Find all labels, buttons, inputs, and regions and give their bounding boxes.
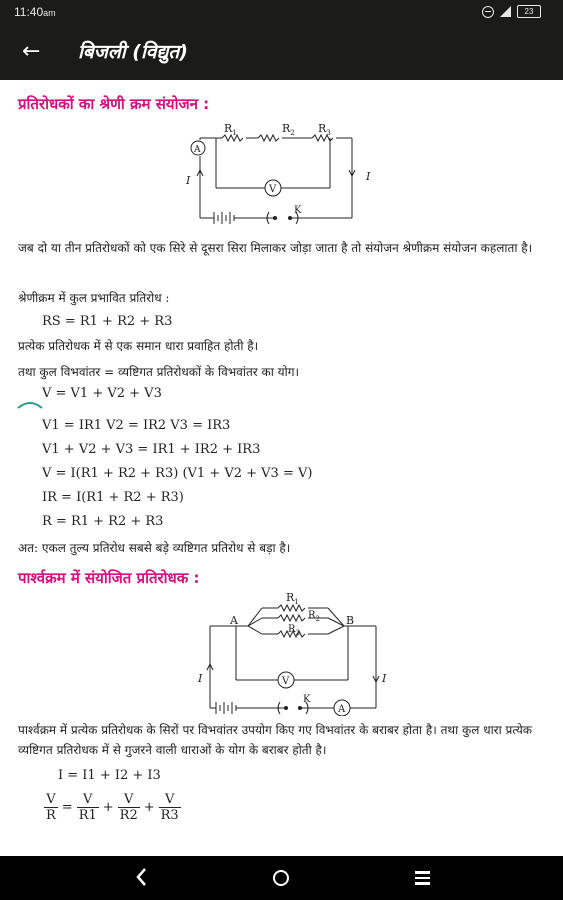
navigation-bar xyxy=(0,856,563,900)
status-time: 11:40am xyxy=(14,5,56,19)
series-conclusion: अत: एकल तुल्य प्रतिरोध सबसे बड़े व्यष्टिगत प्रतिरोध से बड़ा है। xyxy=(18,541,291,555)
series-key-label: K xyxy=(294,205,302,216)
series-intro: जब दो या तीन प्रतिरोधकों को एक सिरे से दूसरा सिरा मिलाकर जोड़ा जाता है तो संयोजन श्रेणीक्रम संयोजन कहलाता है। xyxy=(18,241,533,255)
content-area[interactable] xyxy=(0,80,563,856)
eq-4: IR = I(R1 + R2 + R3) xyxy=(42,490,184,505)
page-title: बिजली (विद्युत) xyxy=(78,41,188,63)
app-bar xyxy=(0,24,563,80)
parallel-current-left: I xyxy=(198,672,203,685)
series-pd-text: तथा कुल विभवांतर = व्यष्टिगत प्रतिरोधकों के विभवांतर का योग। xyxy=(18,365,300,379)
eq-3: V = I(R1 + R2 + R3) (V1 + V2 + V3 = V) xyxy=(42,466,313,481)
eq-fraction: $\frac{V}{R}$ = $\frac{V}{R1}$ + $\frac{V}{R2}$ + $\frac{V}{R3}$ xyxy=(46,792,179,823)
battery-icon: 23 xyxy=(517,5,541,18)
series-voltmeter-label: V xyxy=(269,184,277,195)
parallel-voltmeter-label: V xyxy=(282,676,290,687)
nav-home-icon[interactable] xyxy=(273,870,289,886)
arrow-left-icon[interactable]: ← xyxy=(22,39,41,64)
series-heading: प्रतिरोधकों का श्रेणी क्रम संयोजन : xyxy=(18,95,210,113)
dnd-icon xyxy=(482,6,494,18)
nav-back-icon[interactable] xyxy=(132,866,152,888)
series-r2-label: $R_2$ xyxy=(282,122,295,137)
status-bar xyxy=(0,0,563,24)
parallel-text: पार्श्वक्रम में प्रत्येक प्रतिरोधक के सिरों पर विभवांतर उपयोग किए गए विभवांतर के बराबर होता है। तथा कुल धारा प्रत्येक व्यष्टिगत प्रतिरोधक में से गुजरने वाली धाराओं के योग के बराबर होती है। xyxy=(18,723,532,757)
nav-menu-icon[interactable] xyxy=(415,871,430,888)
series-total-label: श्रेणीक्रम में कुल प्रभावित प्रतिरोध : xyxy=(18,291,170,305)
series-same-current: प्रत्येक प्रतिरोधक में से एक समान धारा प्रवाहित होती है। xyxy=(18,339,259,353)
parallel-current-right: I xyxy=(382,672,387,685)
parallel-heading: पार्श्वक्रम में संयोजित प्रतिरोधक : xyxy=(18,569,200,587)
parallel-ammeter-label: A xyxy=(338,704,346,715)
eq-i: I = I1 + I2 + I3 xyxy=(58,768,161,783)
parallel-r2-label: $R_2$ xyxy=(308,610,320,623)
series-circuit-diagram xyxy=(180,118,380,226)
eq-2: V1 + V2 + V3 = IR1 + IR2 + IR3 xyxy=(42,442,261,457)
parallel-node-a: A xyxy=(230,614,238,627)
parallel-node-b: B xyxy=(346,614,355,627)
series-r1-label: $R_1$ xyxy=(224,122,237,137)
parallel-r3-label: $R_3$ xyxy=(288,624,300,637)
series-current-right: I xyxy=(366,170,371,183)
eq-5: R = R1 + R2 + R3 xyxy=(42,514,164,529)
series-ammeter-label: A xyxy=(194,145,201,155)
eq-v: V = V1 + V2 + V3 xyxy=(42,386,162,401)
signal-icon xyxy=(500,6,511,17)
parallel-key-label: K xyxy=(303,694,311,705)
series-current-left: I xyxy=(186,174,191,187)
highlight-mark xyxy=(16,398,46,410)
series-r3-label: $R_3$ xyxy=(318,122,331,137)
eq-rs: RS = R1 + R2 + R3 xyxy=(42,314,173,329)
parallel-circuit-diagram xyxy=(196,588,392,716)
eq-1: V1 = IR1 V2 = IR2 V3 = IR3 xyxy=(42,418,231,433)
parallel-r1-label: $R_1$ xyxy=(286,591,299,606)
